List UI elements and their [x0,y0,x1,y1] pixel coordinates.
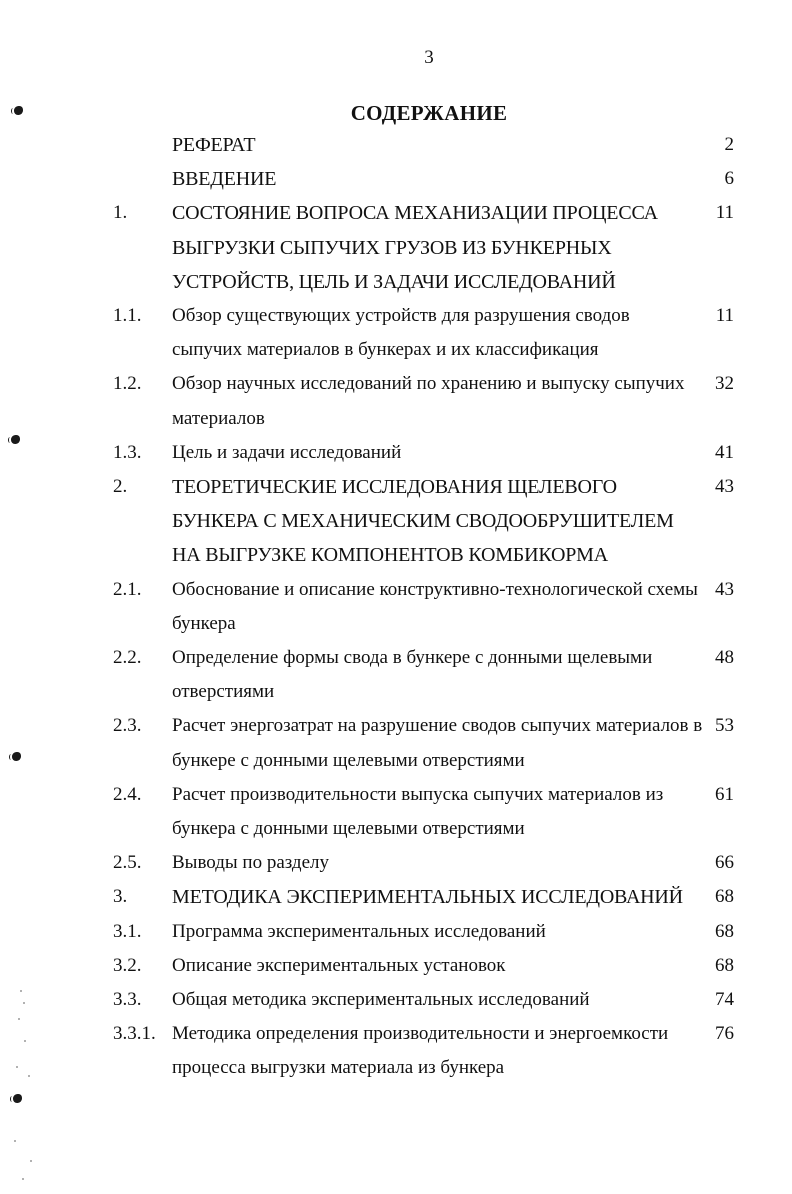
toc-entry-2-4 [0,778,792,846]
toc-entry-number: 3.3. [113,989,142,1011]
toc-entry-1-2 [0,367,792,435]
toc-entry-page: 48 [715,647,734,669]
toc-entry-number: 2.2. [113,647,142,669]
binding-hole-mark [11,435,20,444]
toc-entry-3-3 [0,983,792,1017]
toc-entry-title: Выводы по разделу [172,852,330,874]
toc-entry-number: 1.3. [113,441,142,463]
toc-entry-number: 2. [113,476,128,498]
binding-hole-mark [12,752,21,761]
toc-entry-number: 3.1. [113,920,142,942]
toc-entry-2-1 [0,573,792,641]
toc-entry-title: ТЕОРЕТИЧЕСКИЕ ИССЛЕДОВАНИЯ ЩЕЛЕВОГО БУНКЕРА С МЕХАНИЧЕСКИМ СВОДООБРУШИТЕЛЕМ НА ВЫГРУЗКЕ КОМПОНЕНТОВ КОМБИКОРМА [172,476,674,567]
toc-title: СОДЕРЖАНИЕ [350,101,508,125]
toc-entry-page: 11 [715,305,734,327]
scan-speck [24,1040,26,1042]
table-of-contents [0,128,792,1086]
toc-entry-page: 43 [715,578,734,600]
toc-entry-page: 32 [715,373,734,395]
toc-entry-title: МЕТОДИКА ЭКСПЕРИМЕНТАЛЬНЫХ ИССЛЕДОВАНИЙ [172,886,683,909]
toc-entry-title: Общая методика экспериментальных исследований [172,989,590,1011]
scan-speck [16,1066,18,1068]
toc-entry-3-3-1 [0,1017,792,1085]
toc-entry-abstract [0,128,792,162]
toc-entry-page: 68 [715,886,734,908]
toc-entry-page: 68 [715,920,734,942]
toc-entry-3-2 [0,949,792,983]
toc-entry-1-3 [0,436,792,470]
scan-speck [30,1160,32,1162]
toc-entry-title: Расчет производительности выпуска сыпучих материалов из бункера с донными щелевыми отверстиями [172,783,664,840]
toc-entry-page: 6 [724,168,734,190]
toc-entry-page: 74 [715,989,734,1011]
toc-entry-page: 68 [715,954,734,976]
toc-entry-number: 1.2. [113,373,142,395]
scan-speck [18,1018,20,1020]
toc-entry-page: 61 [715,783,734,805]
toc-entry-number: 2.3. [113,715,142,737]
toc-entry-number: 2.4. [113,783,142,805]
toc-entry-title: Обзор существующих устройств для разрушения сводов сыпучих материалов в бункерах и их классификация [172,305,630,361]
toc-entry-introduction [0,162,792,196]
toc-entry-number: 3.3.1. [113,1023,156,1045]
toc-entry-title: ВВЕДЕНИЕ [172,168,277,191]
toc-entry-page: 43 [715,476,734,498]
scan-speck [23,1002,25,1004]
scan-speck [22,1178,24,1180]
toc-entry-title: Описание экспериментальных установок [172,954,506,976]
toc-entry-number: 3. [113,886,128,908]
scan-speck [28,1075,30,1077]
toc-entry-chapter-1 [0,196,792,299]
toc-entry-page: 76 [715,1023,734,1045]
toc-entry-title: Обоснование и описание конструктивно-технологической схемы бункера [172,578,698,634]
binding-hole-mark [13,1094,22,1103]
toc-entry-chapter-3 [0,880,792,914]
toc-entry-title: Программа экспериментальных исследований [172,920,546,942]
toc-entry-title: СОСТОЯНИЕ ВОПРОСА МЕХАНИЗАЦИИ ПРОЦЕССА ВЫГРУЗКИ СЫПУЧИХ ГРУЗОВ ИЗ БУНКЕРНЫХ УСТРОЙСТВ, ЦЕЛЬ И ЗАДАЧИ ИССЛЕДОВАНИЙ [172,202,658,293]
scan-speck [14,1140,16,1142]
toc-entry-2-2 [0,641,792,709]
toc-entry-page: 41 [715,441,734,463]
toc-entry-number: 2.5. [113,852,142,874]
toc-entry-2-5 [0,846,792,880]
toc-entry-3-1 [0,915,792,949]
toc-entry-chapter-2 [0,470,792,573]
toc-entry-number: 1. [113,202,128,224]
toc-entry-title: Методика определения производительности и энергоемкости процесса выгрузки материала из бункера [172,1023,669,1079]
toc-entry-number: 2.1. [113,578,142,600]
toc-entry-title: Расчет энергозатрат на разрушение сводов сыпучих материалов в бункере с донными щелевыми отверстиями [172,715,703,771]
toc-entry-page: 66 [715,852,734,874]
toc-entry-1-1 [0,299,792,367]
toc-entry-title: Определение формы свода в бункере с донными щелевыми отверстиями [172,647,653,703]
toc-entry-page: 53 [715,715,734,737]
scan-speck [20,990,22,992]
toc-entry-page: 11 [715,202,734,224]
toc-entry-title: Цель и задачи исследований [172,441,402,463]
toc-entry-number: 3.2. [113,954,142,976]
binding-hole-mark [14,106,23,115]
toc-entry-title: Обзор научных исследований по хранению и выпуску сыпучих материалов [172,373,685,429]
toc-entry-page: 2 [724,134,734,155]
toc-entry-2-3 [0,709,792,777]
page-number: 3 [424,47,434,68]
toc-entry-number: 1.1. [113,305,142,327]
toc-entry-title: РЕФЕРАТ [172,134,256,156]
